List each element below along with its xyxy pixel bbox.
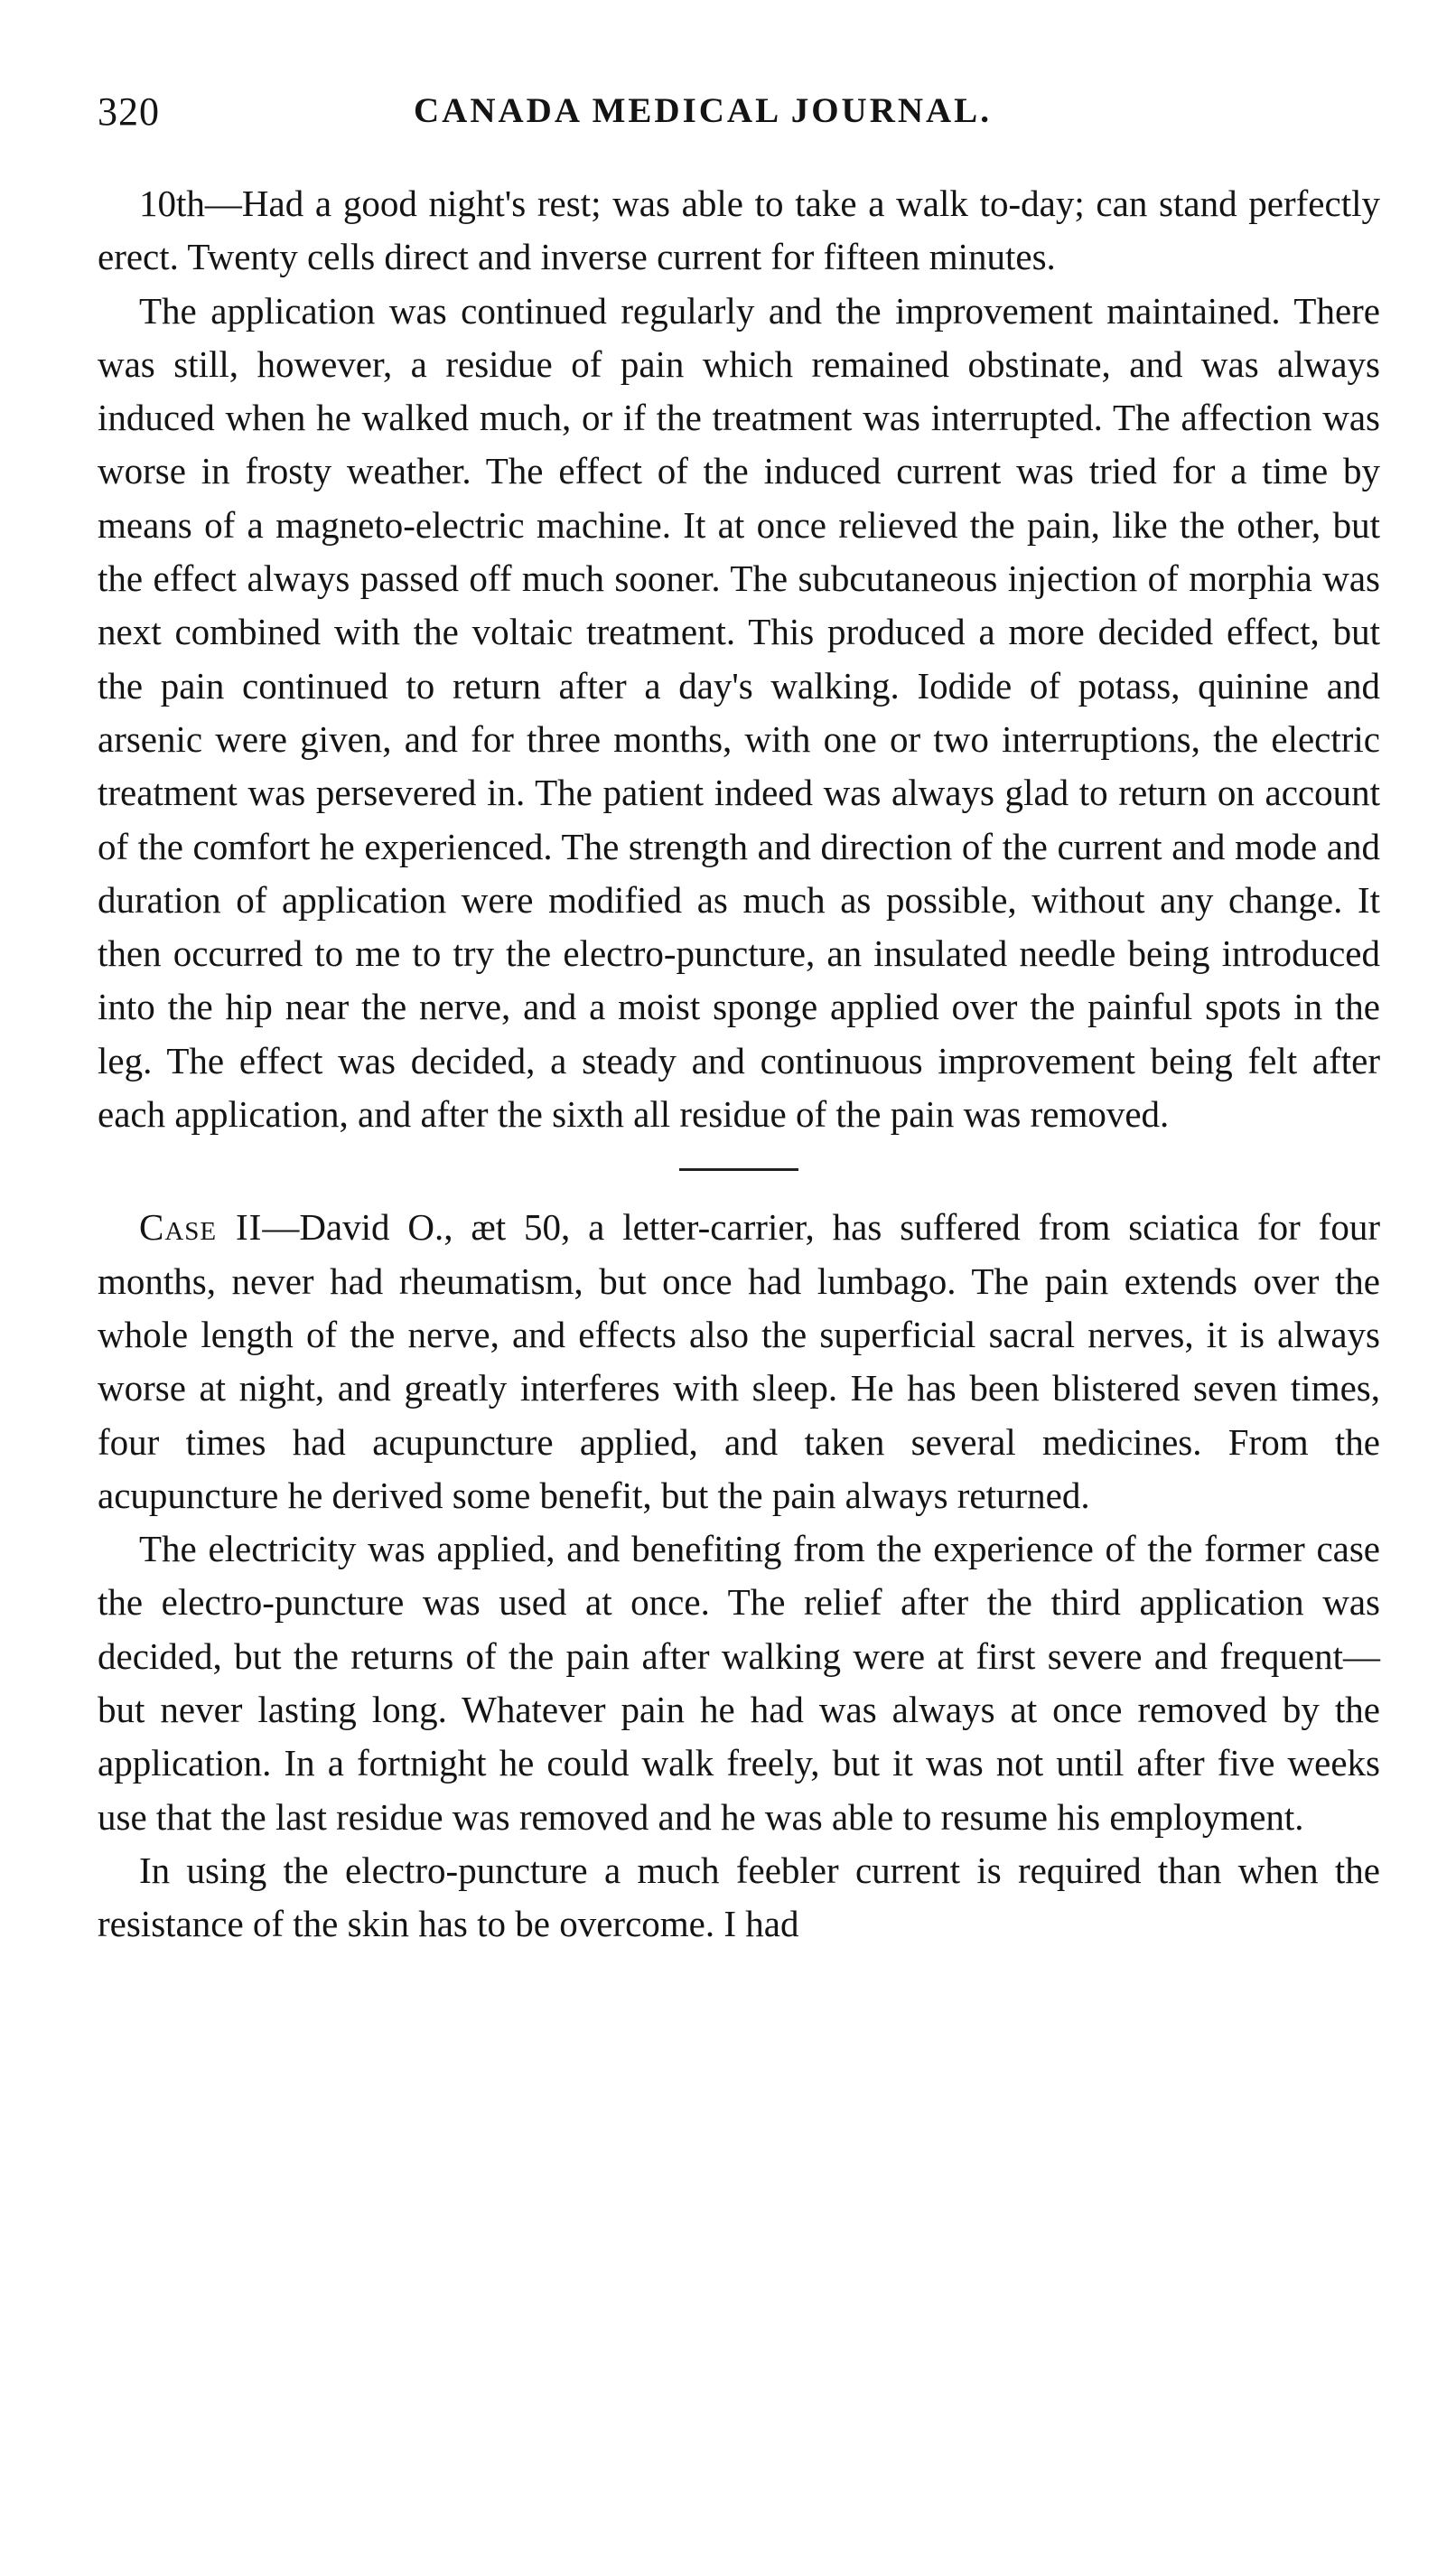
case-ii-text: —David O., æt 50, a letter-carrier, has suffered from sciatica for four months, never had rheumatism, but once had lumbago. The pain extends over the whole length of the nerve, and effects also the superficial sacral nerves, it is always worse at night, and greatly interferes with sleep. He has been blistered seven times, four times had acupuncture applied, and taken several medicines. From the acupuncture he derived some benefit, but the pain always returned. [98,1206,1380,1516]
journal-page [98,0,1380,1952]
paragraph-treatment-continued: The application was continued regularly and the improvement maintained. There was still, however, a residue of pain which remained obstinate, and was always induced when he walked much, or if the treatment was interrupted. The affection was worse in frosty weather. The effect of the induced current was tried for a time by means of a magneto-electric machine. It at once relieved the pain, like the other, but the effect always passed off much sooner. The subcutaneous injection of morphia was next combined with the voltaic treatment. This produced a more decided effect, but the pain continued to return after a day's walking. Iodide of potass, quinine and arsenic were given, and for three months, with one or two interruptions, the electric treatment was persevered in. The patient indeed was always glad to return on account of the comfort he experienced. The strength and direction of the current and mode and duration of application were modified as much as possible, without any change. It then occurred to me to try the electro-puncture, an insulated needle being introduced into the hip near the nerve, and a moist sponge applied over the painful spots in the leg. The effect was decided, a steady and continuous improvement being felt after each application, and after the sixth all residue of the pain was removed. [98,289,1380,1136]
section-divider [679,1168,798,1171]
paragraph-case-ii [98,1201,1380,1522]
paragraph-day-10: 10th—Had a good night's rest; was able to take a walk to-day; can stand perfectly erect. Twenty cells direct and inverse current for fifteen minutes. [98,183,1380,278]
journal-title: CANADA MEDICAL JOURNAL. [414,91,992,130]
page-number: 320 [98,89,160,134]
case-label: Case II [139,1206,263,1249]
paragraph-feebler-current: In using the electro-puncture a much feebler current is required than when the resistance of the skin has to be overcome. I had [98,1849,1380,1945]
running-head [98,89,1380,145]
paragraph-electro-puncture-applied: The electricity was applied, and benefiting from the experience of the former case the electro-puncture was used at once. The relief after the third application was decided, but the returns of the pain after walking were at first severe and frequent—but never lasting long. Whatever pain he had was always at once removed by the application. In a fortnight he could walk freely, but it was not until after five weeks use that the last residue was removed and he was able to resume his employment. [98,1528,1380,1838]
